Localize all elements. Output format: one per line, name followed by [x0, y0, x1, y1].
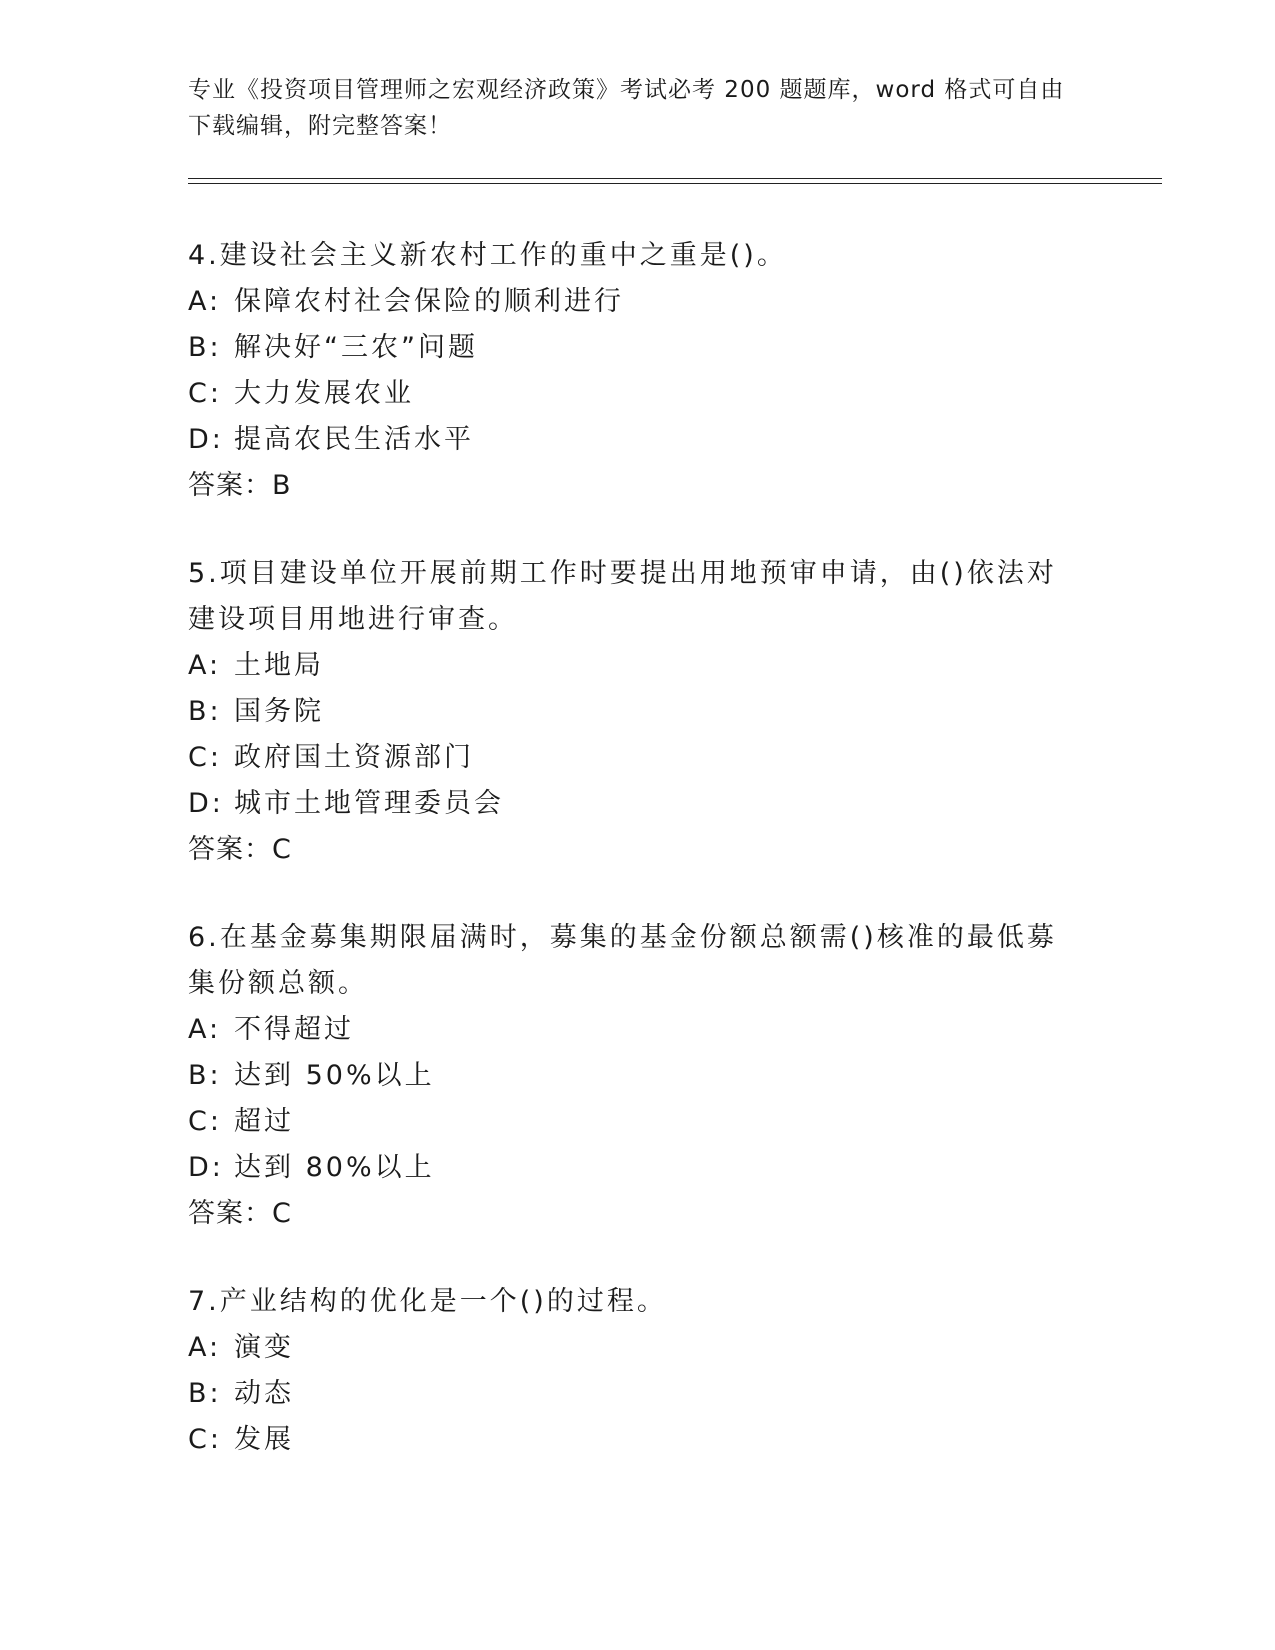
option-text: 大力发展农业 [234, 378, 414, 409]
option-text: 政府国土资源部门 [234, 742, 474, 773]
document-header: 专业《投资项目管理师之宏观经济政策》考试必考 200 题题库，word 格式可自由下载编辑，附完整答案！ [188, 77, 1065, 139]
answer-line: 答案：B [188, 470, 292, 501]
option-d [188, 1145, 1068, 1191]
question-stem: 6.在基金募集期限届满时，募集的基金份额总额需()核准的最低募集份额总额。 [188, 922, 1057, 999]
option-text: 国务院 [234, 696, 324, 727]
option-letter: A: [188, 1014, 222, 1045]
option-a [188, 279, 1068, 325]
question-list [188, 233, 1068, 1505]
answer-line: 答案：C [188, 834, 292, 865]
option-a [188, 643, 1068, 689]
option-c [188, 1099, 1068, 1145]
option-text: 发展 [234, 1424, 294, 1455]
option-text: 土地局 [234, 650, 324, 681]
option-text: 演变 [234, 1332, 294, 1363]
option-text: 不得超过 [234, 1014, 354, 1045]
option-letter: B: [188, 332, 222, 363]
option-letter: C: [188, 378, 222, 409]
header-divider-bottom [188, 183, 1162, 184]
option-text: 保障农村社会保险的顺利进行 [234, 286, 624, 317]
option-letter: C: [188, 1424, 222, 1455]
header-divider-top [188, 178, 1162, 179]
option-letter: B: [188, 1378, 222, 1409]
option-letter: C: [188, 742, 222, 773]
option-text: 超过 [234, 1106, 294, 1137]
option-text: 城市土地管理委员会 [234, 788, 504, 819]
option-letter: C: [188, 1106, 222, 1137]
option-c [188, 735, 1068, 781]
question-7 [188, 1279, 1068, 1463]
option-letter: D: [188, 424, 224, 455]
option-letter: D: [188, 1152, 224, 1183]
option-letter: B: [188, 1060, 222, 1091]
option-text: 动态 [234, 1378, 294, 1409]
answer-line: 答案：C [188, 1198, 292, 1229]
option-letter: A: [188, 1332, 222, 1363]
option-text: 提高农民生活水平 [234, 424, 474, 455]
question-5 [188, 551, 1068, 873]
option-letter: A: [188, 286, 222, 317]
question-stem: 5.项目建设单位开展前期工作时要提出用地预审申请，由()依法对建设项目用地进行审查。 [188, 558, 1057, 635]
option-b [188, 325, 1068, 371]
option-b [188, 689, 1068, 735]
option-letter: A: [188, 650, 222, 681]
option-b [188, 1053, 1068, 1099]
option-letter: D: [188, 788, 224, 819]
option-d [188, 781, 1068, 827]
option-c [188, 371, 1068, 417]
option-a [188, 1325, 1068, 1371]
option-text: 解决好“三农”问题 [234, 332, 478, 363]
option-text: 达到 80%以上 [234, 1152, 435, 1183]
question-6 [188, 915, 1068, 1237]
option-d [188, 417, 1068, 463]
option-c [188, 1417, 1068, 1463]
question-stem: 4.建设社会主义新农村工作的重中之重是()。 [188, 240, 787, 271]
option-text: 达到 50%以上 [234, 1060, 435, 1091]
question-stem: 7.产业结构的优化是一个()的过程。 [188, 1286, 667, 1317]
option-b [188, 1371, 1068, 1417]
option-letter: B: [188, 696, 222, 727]
question-4 [188, 233, 1068, 509]
option-a [188, 1007, 1068, 1053]
